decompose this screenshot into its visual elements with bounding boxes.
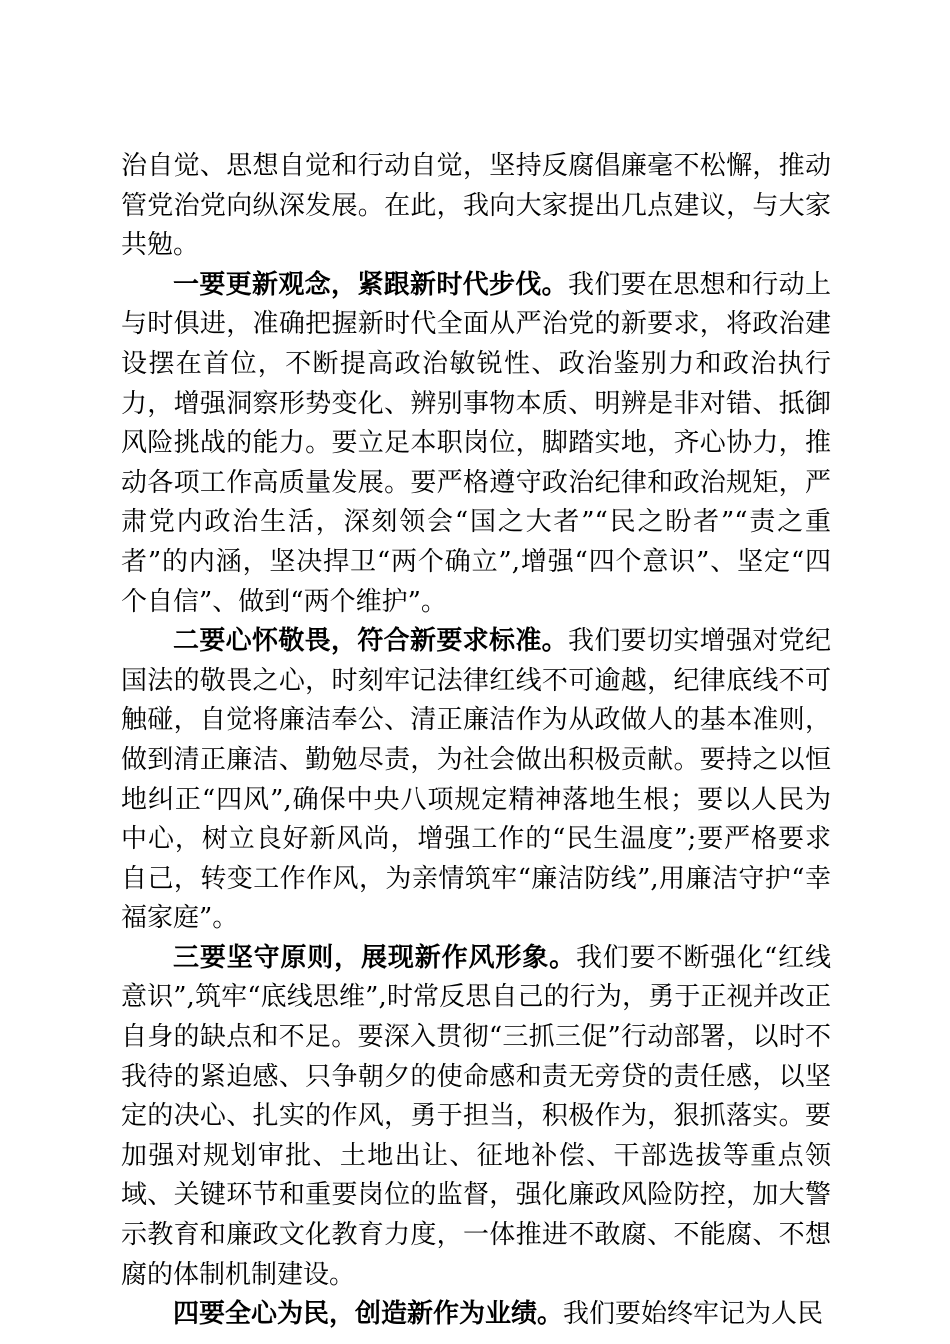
paragraph-point-3 — [121, 939, 831, 1295]
paragraph-body: 我们要在思想和行动上与时俱进，准确把握新时代全面从严治党的新要求，将政治建设摆在首位，不断提高政治敏锐性、政治鉴别力和政治执行力，增强洞察形势变化、辨别事物本质、明辨是非对错、抵御风险挑战的能力。要立足本职岗位，脚踏实地，齐心协力，推动各项工作高质量发展。要严格遵守政治纪律和政治规矩，严肃党内政治生活，深刻领会“国之大者”“民之盼者”“责之重者”的内涵，坚决捍卫“两个确立”,增强“四个意识”、坚定“四个自信”、做到“两个维护”。 — [121, 269, 831, 617]
paragraph-point-4 — [121, 1295, 831, 1335]
paragraph-lead: 一要更新观念，紧跟新时代步伐。 — [173, 269, 568, 300]
paragraph-point-1 — [121, 266, 831, 622]
paragraph-point-2 — [121, 622, 831, 939]
paragraph-body: 我们要不断强化“红线意识”,筑牢“底线思维”,时常反思自己的行为，勇于正视并改正自身的缺点和不足。要深入贯彻“三抓三促”行动部署，以时不我待的紧迫感、只争朝夕的使命感和责无旁贷的责任感，以坚定的决心、扎实的作风，勇于担当，积极作为，狠抓落实。要加强对规划审批、土地出让、征地补偿、干部选拔等重点领域、关键环节和重要岗位的监督，强化廉政风险防控，加大警示教育和廉政文化教育力度，一体推进不敢腐、不能腐、不想腐的体制机制建设。 — [121, 942, 831, 1290]
paragraph-body: 治自觉、思想自觉和行动自觉，坚持反腐倡廉毫不松懈，推动管党治党向纵深发展。在此，我向大家提出几点建议，与大家共勉。 — [121, 151, 831, 261]
paragraph-body: 我们要始终牢记为人民 — [563, 1299, 824, 1330]
paragraph-lead: 三要坚守原则，展现新作风形象。 — [173, 942, 576, 973]
paragraph-body: 我们要切实增强对党纪国法的敬畏之心，时刻牢记法律红线不可逾越，纪律底线不可触碰，自觉将廉洁奉公、清正廉洁作为从政做人的基本准则，做到清正廉洁、勤勉尽责，为社会做出积极贡献。要持之以恒地纠正“四风”,确保中央八项规定精神落地生根；要以人民为中心，树立良好新风尚，增强工作的“民生温度”;要严格要求自己，转变工作作风，为亲情筑牢“廉洁防线”,用廉洁守护“幸福家庭”。 — [121, 626, 831, 934]
paragraph-lead: 四要全心为民，创造新作为业绩。 — [173, 1299, 564, 1330]
paragraph-intro — [121, 147, 831, 266]
document-page — [121, 147, 831, 1335]
paragraph-lead: 二要心怀敬畏，符合新要求标准。 — [173, 626, 568, 657]
